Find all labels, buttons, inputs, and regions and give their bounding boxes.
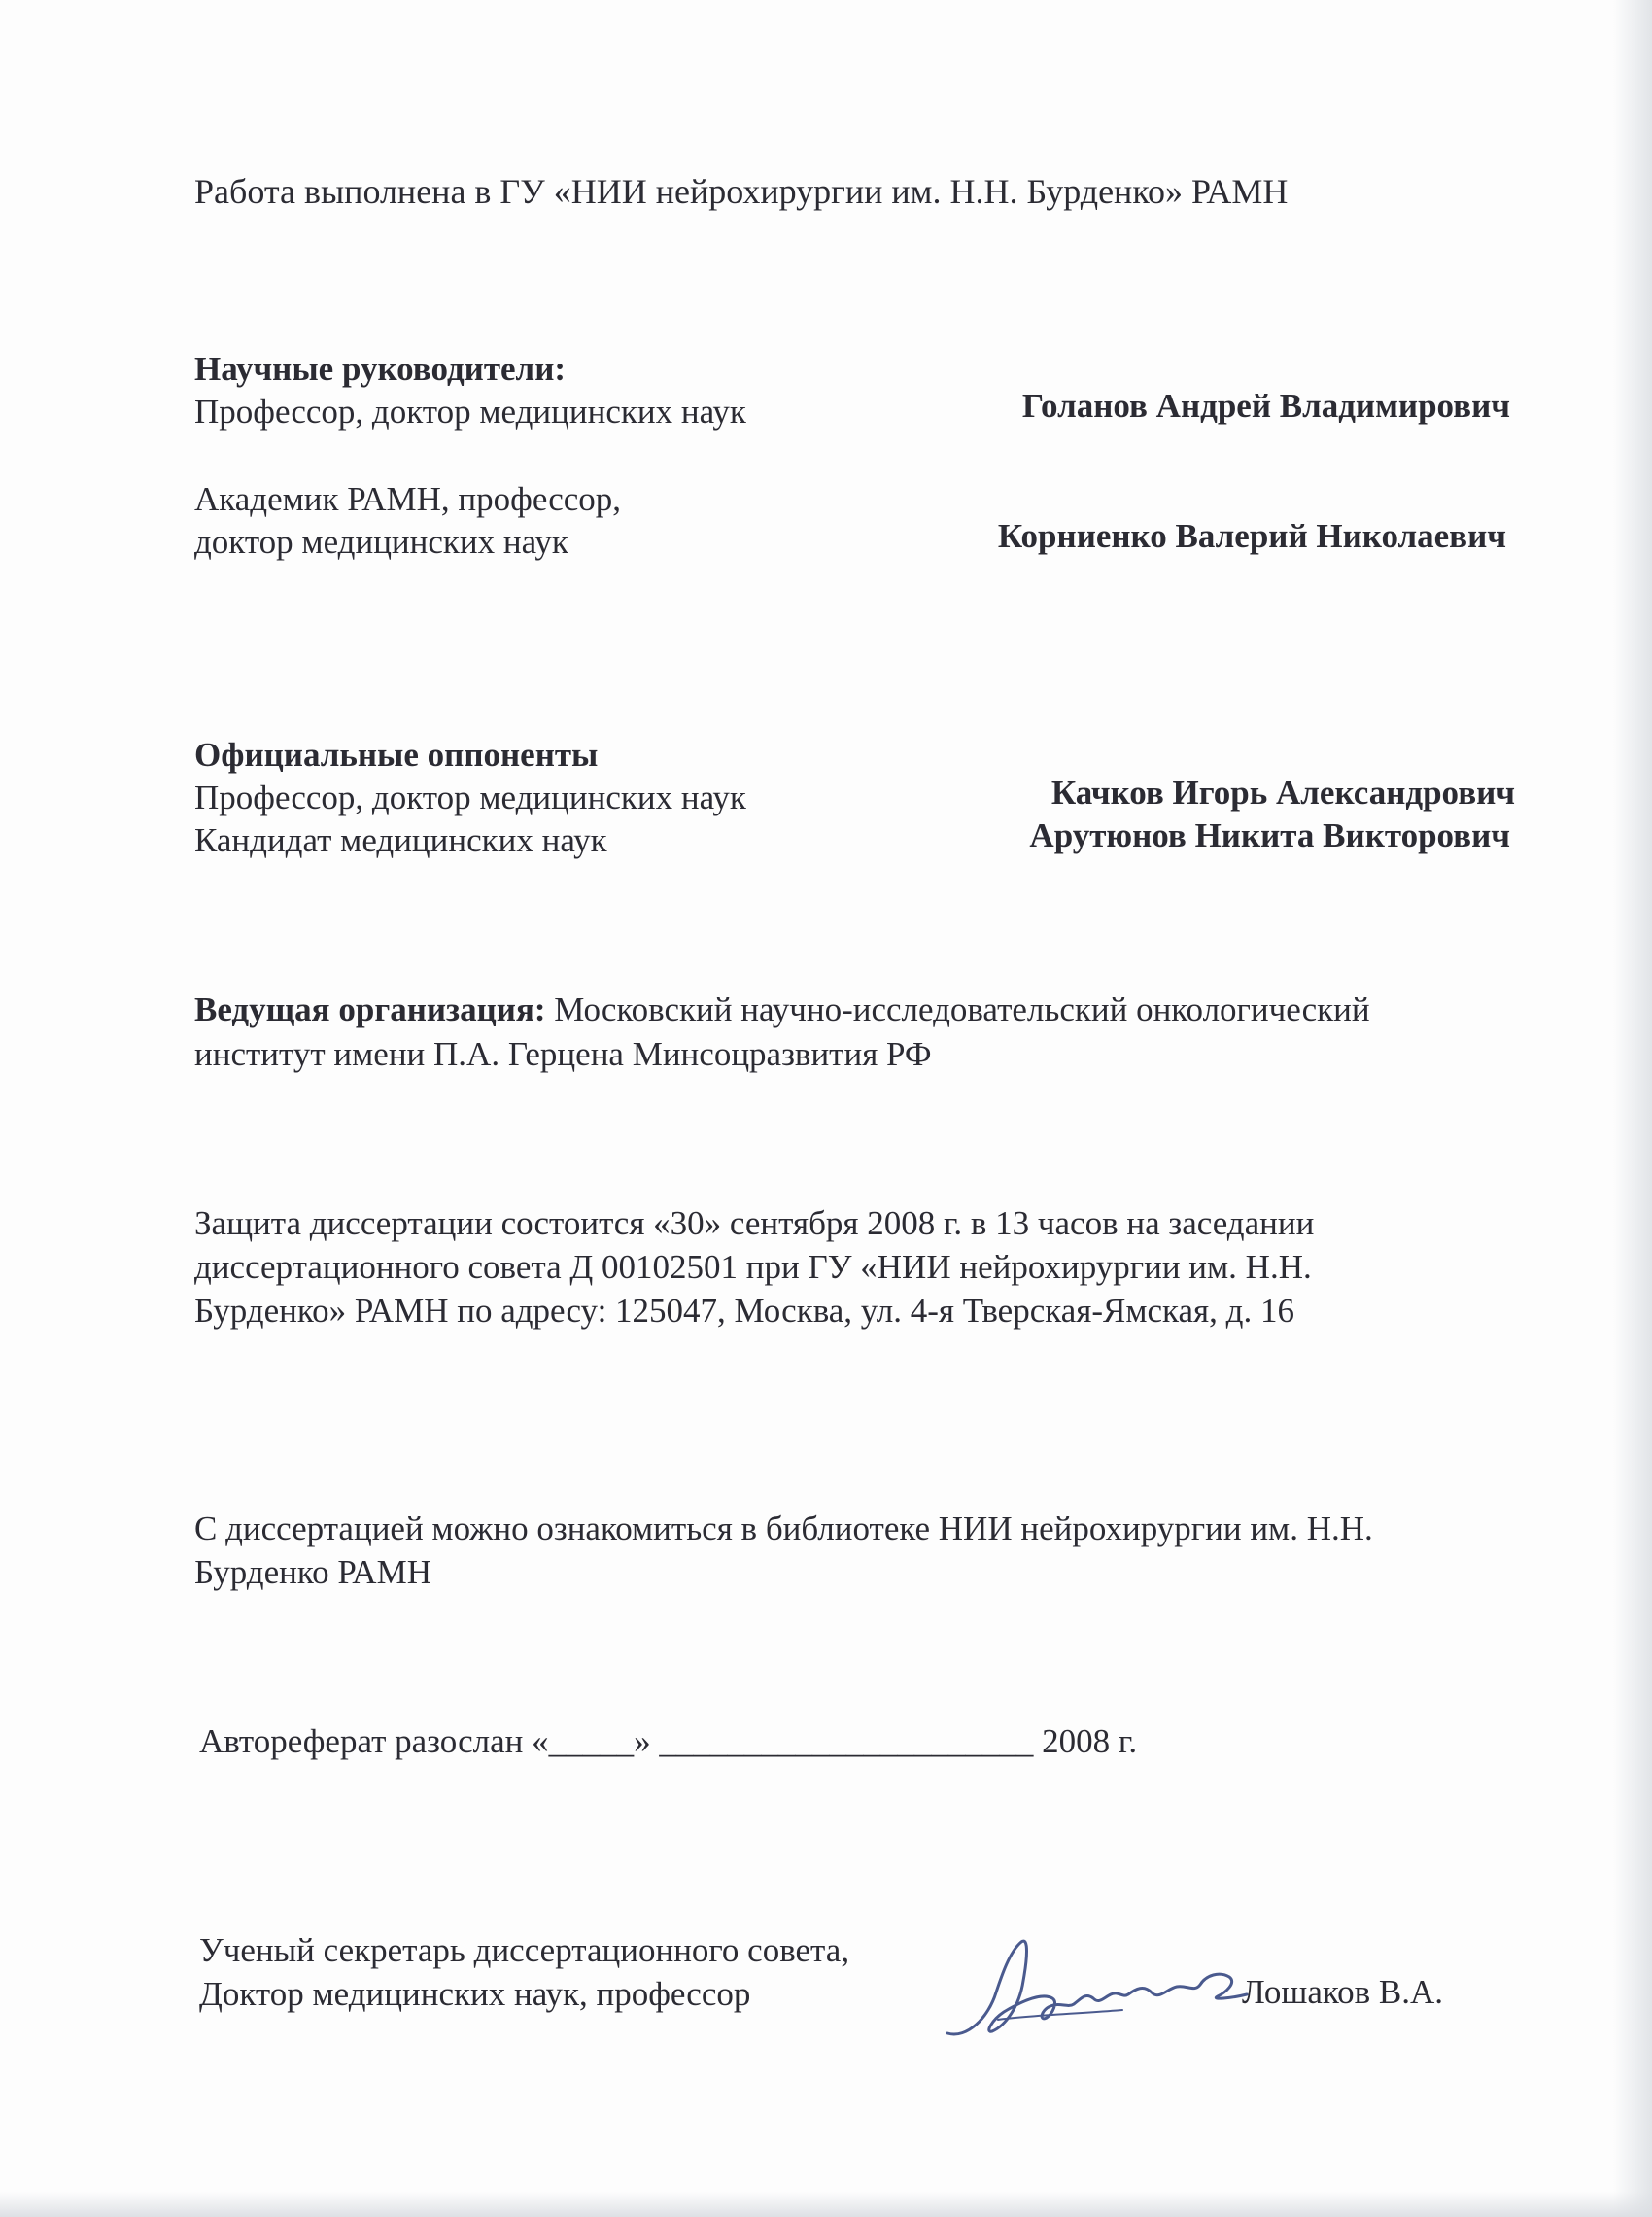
leading-org-label: Ведущая организация: (194, 990, 546, 1028)
supervisor-2-name: Корниенко Валерий Николаевич (997, 517, 1506, 555)
supervisor-1-title: Профессор, доктор медицинских наук (194, 393, 746, 431)
scan-edge-right (1613, 0, 1652, 2217)
opponent-2-name: Арутюнов Никита Викторович (1029, 816, 1510, 854)
supervisor-2-title-line2: доктор медицинских наук (194, 523, 568, 561)
abstract-sent-line: Автореферат разослан «_____» ______________________ 2008 г. (199, 1722, 1138, 1760)
supervisors-heading: Научные руководители: (194, 350, 567, 388)
opponent-1-title: Профессор, доктор медицинских наук (194, 779, 746, 816)
defense-line1: Защита диссертации состоится «30» сентября 2008 г. в 13 часов на заседании (194, 1204, 1315, 1242)
leading-org-line2: институт имени П.А. Герцена Минсоцразвития РФ (194, 1035, 932, 1073)
scan-edge-bottom (0, 2192, 1652, 2217)
library-line2: Бурденко РАМН (194, 1553, 431, 1591)
defense-line2: диссертационного совета Д 00102501 при ГУ «НИИ нейрохирургии им. Н.Н. (194, 1248, 1312, 1286)
library-line1: С диссертацией можно ознакомиться в библиотеке НИИ нейрохирургии им. Н.Н. (194, 1509, 1373, 1547)
leading-org-line1 (194, 988, 1547, 1031)
opponent-1-name: Качков Игорь Александрович (1050, 774, 1515, 812)
signature-image (938, 1924, 1258, 2051)
header-line: Работа выполнена в ГУ «НИИ нейрохирургии им. Н.Н. Бурденко» РАМН (194, 172, 1289, 211)
supervisor-1-name: Голанов Андрей Владимирович (1021, 387, 1510, 425)
opponents-heading: Официальные оппоненты (194, 736, 599, 774)
supervisor-2-title-line1: Академик РАМН, профессор, (194, 480, 622, 518)
opponent-2-title: Кандидат медицинских наук (194, 821, 607, 859)
secretary-name: Лошаков В.А. (1242, 1973, 1443, 2011)
secretary-line2: Доктор медицинских наук, профессор (199, 1975, 751, 2013)
secretary-line1: Ученый секретарь диссертационного совета, (199, 1931, 850, 1969)
leading-org-text-line1: Московский научно-исследовательский онкологический (554, 990, 1370, 1028)
defense-line3: Бурденко» РАМН по адресу: 125047, Москва, ул. 4-я Тверская-Ямская, д. 16 (194, 1292, 1294, 1330)
